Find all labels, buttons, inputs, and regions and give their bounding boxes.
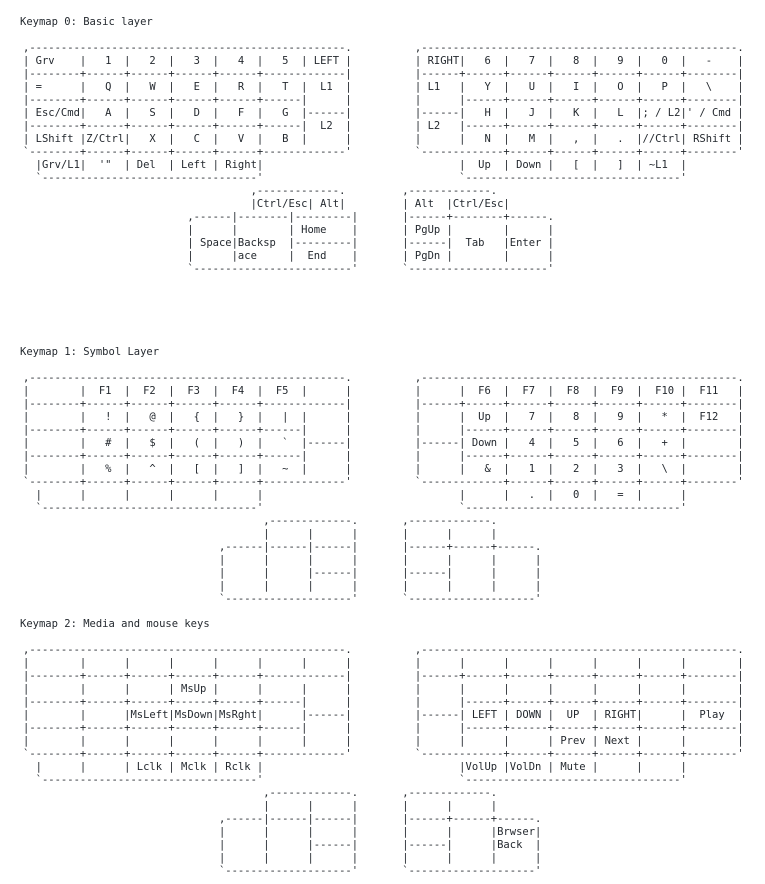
keymap-1-title: Keymap 1: Symbol Layer (20, 346, 160, 358)
keymap-0-title: Keymap 0: Basic layer (20, 16, 153, 28)
keymap-1-ascii-diagram: ,--------------------------------------------------. ,--------------------------------------------------. | | F1 | F2 | F3 | F4 | F5 | | | | F6 | F7 | F8 | F9 | F10 | F11 | |--------+------+------+------+------+-------------| |------+------+------+------+------+------+--------| | | ! | @ | { | } | | | | | | Up | 7 | 8 | 9 | * | F12 | |--------+------+------+------+------+------| | | |------+------+------+------+------+--------| | | # | $ | ( | ) | ` |------| |------| Down | 4 | 5 | 6 | + | | |--------+------+------+------+------+------| | | |------+------+------+------+------+--------| | | % | ^ | [ | ] | ~ | | | | & | 1 | 2 | 3 | \ | | `--------+------+------+------+------+-------------' `-------------+------+------+------+------+--------' | | | | | | | | . | 0 | = | | `----------------------------------' `----------------------------------' ,-------------. ,-------------. | | | | | | ,------|------|------| |------+------+------. | | | | | | | | | | |------| |------| | | | | | | | | | | `--------------------' `--------------------' (23, 372, 744, 605)
keymap-2-ascii-diagram: ,--------------------------------------------------. ,--------------------------------------------------. | | | | | | | | | | | | | | | | |--------+------+------+------+------+-------------| |------+------+------+------+------+------+--------| | | | | MsUp | | | | | | | | | | | | |--------+------+------+------+------+------| | | |------+------+------+------+------+--------| | | |MsLeft|MsDown|MsRght| |------| |------| LEFT | DOWN | UP | RIGHT| | Play | |--------+------+------+------+------+------| | | |------+------+------+------+------+--------| | | | | | | | | | | | | Prev | Next | | | `--------+------+------+------+------+-------------' `-------------+------+------+------+------+--------' | | | Lclk | Mclk | Rclk | |VolUp |VolDn | Mute | | | `----------------------------------' `----------------------------------' ,-------------. ,-------------. | | | | | | ,------|------|------| |------+------+------. | | | | | | |Brwser| | | |------| |------| |Back | | | | | | | | | `--------------------' `--------------------' (23, 644, 744, 877)
keymap-2-title: Keymap 2: Media and mouse keys (20, 618, 210, 630)
keymap-section-symbol-layer (20, 346, 765, 606)
keymap-section-basic-layer (20, 16, 765, 276)
keymap-0-ascii-diagram: ,--------------------------------------------------. ,--------------------------------------------------. | Grv | 1 | 2 | 3 | 4 | 5 | LEFT | | RIGHT| 6 | 7 | 8 | 9 | 0 | - | |--------+------+------+------+------+-------------| |------+------+------+------+------+------+--------| | = | Q | W | E | R | T | L1 | | L1 | Y | U | I | O | P | \ | |--------+------+------+------+------+------| | | |------+------+------+------+------+--------| | Esc/Cmd| A | S | D | F | G |------| |------| H | J | K | L |; / L2|' / Cmd | |--------+------+------+------+------+------| L2 | | L2 |------+------+------+------+------+--------| | LShift |Z/Ctrl| X | C | V | B | | | | N | M | , | . |//Ctrl| RShift | `--------+------+------+------+------+-------------' `-------------+------+------+------+------+--------' |Grv/L1| '" | Del | Left | Right| | Up | Down | [ | ] | ~L1 | `----------------------------------' `----------------------------------' ,-------------. ,-------------. |Ctrl/Esc| Alt| | Alt |Ctrl/Esc| ,------|--------|---------| |------+--------+------. | | | Home | | PgUp | | | | Space|Backsp |---------| |------| Tab |Enter | | |ace | End | | PgDn | | | `-------------------------' `----------------------' (23, 42, 744, 275)
keymap-section-media-mouse-layer (20, 618, 765, 878)
